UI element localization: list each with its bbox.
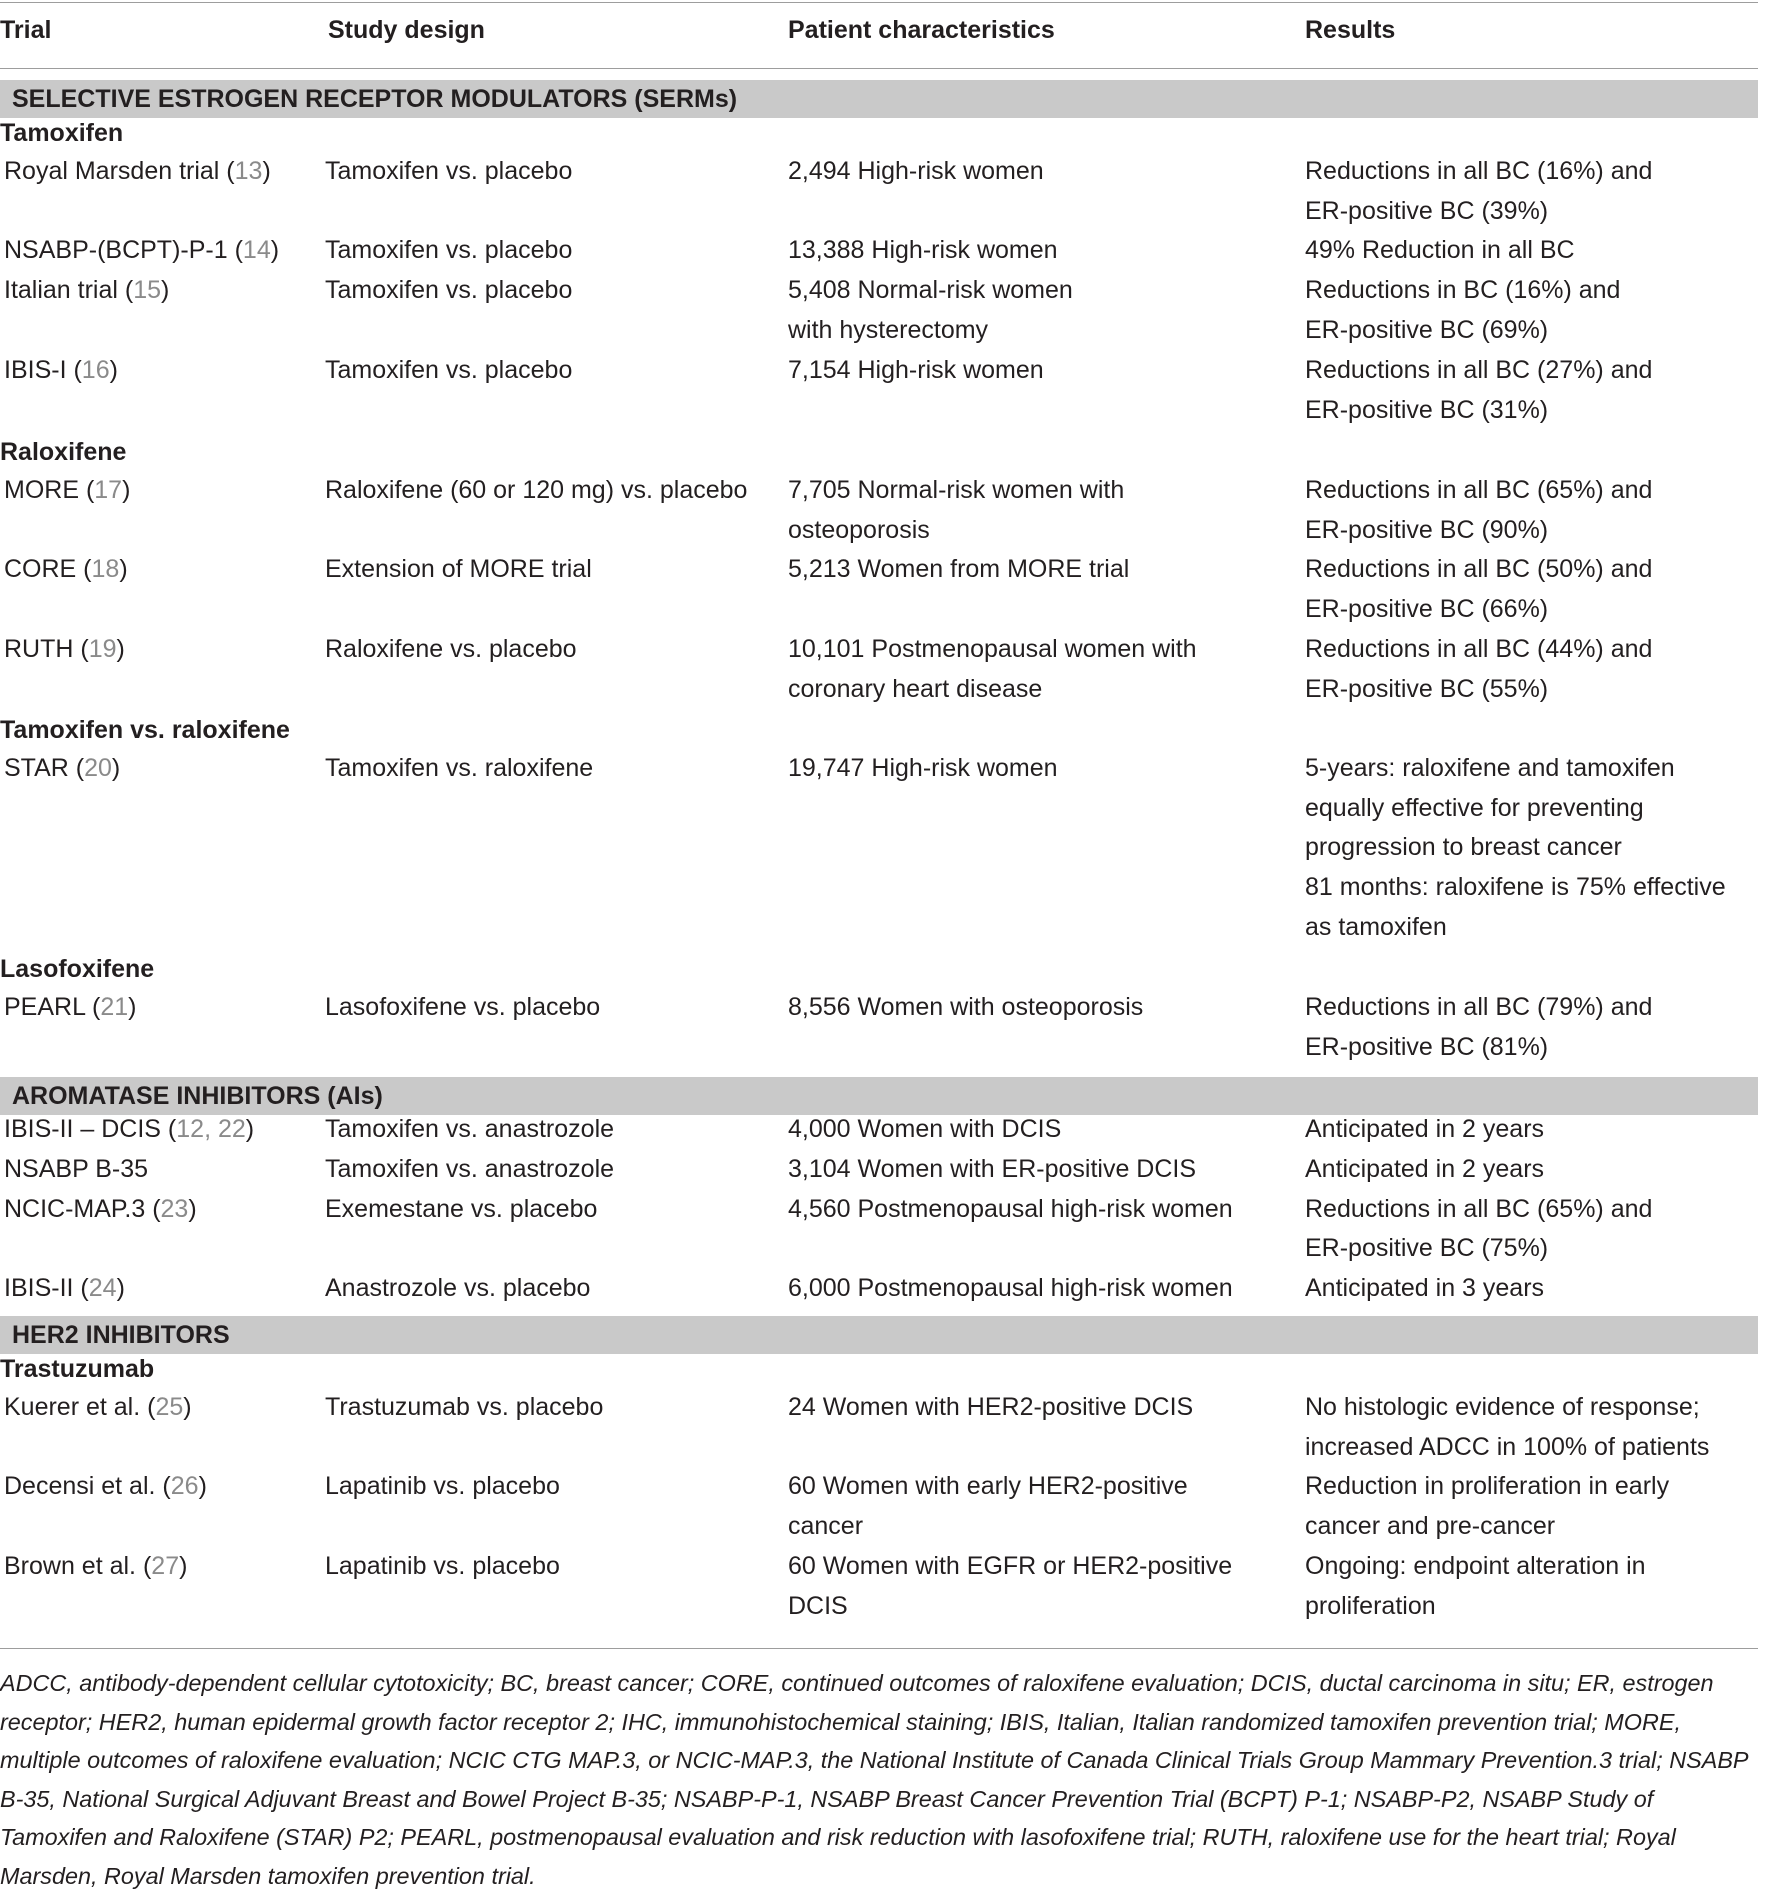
trial-name (4, 1387, 192, 1427)
study-design: Tamoxifen vs. raloxifene (325, 753, 594, 782)
ref-open: ( (136, 1552, 152, 1580)
study-design: Extension of MORE trial (325, 555, 592, 584)
study-design: Tamoxifen vs. placebo (325, 236, 573, 265)
study-design: Lasofoxifene vs. placebo (325, 992, 601, 1021)
study-design: Raloxifene (60 or 120 mg) vs. placebo (325, 475, 748, 504)
subgroup-label: Tamoxifen vs. raloxifene (0, 716, 290, 744)
patient-characteristics-line: 13,388 High-risk women (788, 236, 1058, 265)
header-trial: Trial (0, 16, 52, 44)
section-band (0, 80, 1758, 118)
trial-name (4, 748, 120, 788)
study-design: Lapatinib vs. placebo (325, 1472, 560, 1501)
header-rule (0, 68, 1758, 69)
study-design: Raloxifene vs. placebo (325, 635, 577, 663)
ref-open: ( (79, 475, 95, 504)
subgroup-label: Tamoxifen (0, 119, 124, 147)
subgroup-label: Raloxifene (0, 438, 127, 466)
results-line: Anticipated in 2 years (1305, 1115, 1545, 1143)
results-line: equally effective for preventing (1305, 793, 1644, 822)
ref-open: ( (117, 276, 134, 305)
reference-number[interactable]: 27 (151, 1552, 180, 1580)
ref-close: ) (119, 555, 128, 584)
results-line: as tamoxifen (1305, 913, 1447, 941)
reference-number[interactable]: 13 (234, 156, 263, 185)
trial-name-text: CORE (4, 555, 77, 584)
results-line: Reductions in all BC (44%) and (1305, 635, 1653, 663)
patient-characteristics-line: 24 Women with HER2-positive DCIS (788, 1392, 1194, 1421)
patient-characteristics-line: 3,104 Women with ER-positive DCIS (788, 1154, 1197, 1183)
patient-characteristics-line: cancer (788, 1512, 864, 1541)
reference-number[interactable]: 21 (100, 992, 129, 1021)
trial-name-text: PEARL (4, 992, 86, 1021)
trial-name (4, 270, 169, 310)
subgroup-label: Lasofoxifene (0, 955, 155, 983)
trial-name-text: NSABP-(BCPT)-P-1 (4, 236, 228, 265)
trial-name (4, 629, 125, 669)
ref-open: ( (145, 1194, 161, 1223)
patient-characteristics-line: 2,494 High-risk women (788, 156, 1044, 185)
reference-number[interactable]: 19 (88, 635, 117, 663)
results-line: ER-positive BC (75%) (1305, 1234, 1549, 1263)
reference-number[interactable]: 23 (160, 1194, 189, 1223)
trial-name-text: NCIC-MAP.3 (4, 1194, 146, 1223)
patient-characteristics-line: 5,408 Normal-risk women (788, 276, 1073, 305)
patient-characteristics-line: 7,154 High-risk women (788, 355, 1044, 384)
ref-close: ) (111, 753, 121, 782)
patient-characteristics-line: 8,556 Women with osteoporosis (788, 992, 1144, 1021)
ref-open: ( (155, 1472, 171, 1501)
results-line: Ongoing: endpoint alteration in (1305, 1552, 1646, 1580)
results-line: Reductions in all BC (79%) and (1305, 992, 1653, 1021)
trial-name-text: STAR (4, 753, 69, 782)
results-line: Reductions in all BC (27%) and (1305, 355, 1653, 384)
trial-name (4, 1189, 197, 1229)
patient-characteristics-line: 4,560 Postmenopausal high-risk women (788, 1194, 1233, 1223)
section-title: AROMATASE INHIBITORS (AIs) (12, 1082, 383, 1110)
trial-name (4, 1109, 254, 1149)
trial-name-text: Brown et al. (4, 1552, 137, 1580)
ref-open: ( (219, 156, 235, 185)
ref-close: ) (116, 1274, 125, 1303)
results-line: Reduction in proliferation in early (1305, 1472, 1670, 1501)
ref-open: ( (73, 1274, 89, 1303)
results-line: Reductions in all BC (50%) and (1305, 555, 1653, 584)
reference-number[interactable]: 25 (155, 1392, 184, 1421)
trial-name (4, 549, 128, 589)
trial-name (4, 350, 118, 390)
patient-characteristics-line: 7,705 Normal-risk women with (788, 475, 1125, 504)
trial-name (4, 1466, 207, 1506)
bottom-rule (0, 1648, 1758, 1649)
results-line: Anticipated in 2 years (1305, 1154, 1545, 1183)
ref-close: ) (116, 635, 125, 663)
ref-close: ) (128, 992, 137, 1021)
section-band (0, 1316, 1758, 1354)
trial-name-text: IBIS-II – DCIS (4, 1115, 161, 1143)
ref-close: ) (262, 156, 271, 185)
ref-close: ) (183, 1392, 192, 1421)
header-study-design: Study design (328, 16, 485, 44)
reference-number[interactable]: 12, 22 (176, 1115, 246, 1143)
trial-name-text: IBIS-I (4, 355, 67, 384)
study-design: Anastrozole vs. placebo (325, 1274, 591, 1303)
study-design: Lapatinib vs. placebo (325, 1552, 560, 1580)
reference-number[interactable]: 17 (94, 475, 123, 504)
ref-close: ) (122, 475, 131, 504)
trial-name-text: Royal Marsden trial (4, 156, 220, 185)
patient-characteristics-line: coronary heart disease (788, 674, 1043, 703)
reference-number[interactable]: 20 (84, 753, 112, 782)
trial-name (4, 1149, 148, 1189)
trial-name-text: RUTH (4, 635, 74, 663)
patient-characteristics-line: 19,747 High-risk women (788, 753, 1058, 782)
study-design: Tamoxifen vs. anastrozole (325, 1115, 615, 1143)
trial-name (4, 470, 130, 510)
results-line: ER-positive BC (55%) (1305, 674, 1549, 703)
study-design: Tamoxifen vs. placebo (325, 355, 573, 384)
ref-open: ( (227, 236, 243, 265)
trial-name (4, 1268, 125, 1308)
results-line: Reductions in all BC (65%) and (1305, 1194, 1653, 1223)
trial-name-text: Decensi et al. (4, 1472, 156, 1501)
results-line: Reductions in all BC (65%) and (1305, 475, 1653, 504)
reference-number[interactable]: 18 (91, 555, 120, 584)
ref-open: ( (160, 1115, 177, 1143)
ref-open: ( (85, 992, 101, 1021)
ref-open: ( (76, 555, 92, 584)
patient-characteristics-line: 5,213 Women from MORE trial (788, 555, 1130, 584)
ref-open: ( (73, 635, 89, 663)
results-line: Anticipated in 3 years (1305, 1274, 1545, 1303)
patient-characteristics-line: 60 Women with early HER2-positive (788, 1472, 1188, 1501)
ref-close: ) (188, 1194, 197, 1223)
patient-characteristics-line: osteoporosis (788, 515, 930, 544)
study-design: Tamoxifen vs. placebo (325, 276, 573, 305)
trial-name-text: Kuerer et al. (4, 1392, 141, 1421)
patient-characteristics-line: 10,101 Postmenopausal women with (788, 635, 1197, 663)
study-design: Trastuzumab vs. placebo (325, 1392, 604, 1421)
trial-name (4, 230, 279, 270)
ref-close: ) (161, 276, 170, 305)
results-line: ER-positive BC (90%) (1305, 515, 1549, 544)
header-patient-characteristics: Patient characteristics (788, 16, 1055, 44)
results-line: ER-positive BC (39%) (1305, 196, 1549, 225)
trial-name-text: Italian trial (4, 276, 118, 305)
results-line: Reductions in BC (16%) and (1305, 276, 1621, 305)
reference-number[interactable]: 15 (133, 276, 162, 305)
results-line: 81 months: raloxifene is 75% effective (1305, 873, 1726, 902)
results-line: 5-years: raloxifene and tamoxifen (1305, 753, 1675, 782)
ref-close: ) (109, 355, 118, 384)
trial-name (4, 987, 136, 1027)
results-line: ER-positive BC (31%) (1305, 395, 1549, 424)
study-design: Tamoxifen vs. anastrozole (325, 1154, 615, 1183)
subgroup-label: Trastuzumab (0, 1355, 155, 1383)
patient-characteristics-line: 4,000 Women with DCIS (788, 1115, 1062, 1143)
ref-open: ( (66, 355, 82, 384)
ref-open: ( (140, 1392, 156, 1421)
trial-name (4, 151, 271, 191)
reference-number[interactable]: 14 (242, 236, 271, 265)
trial-name (4, 1546, 187, 1586)
reference-number[interactable]: 24 (88, 1274, 117, 1303)
results-line: 49% Reduction in all BC (1305, 236, 1575, 265)
patient-characteristics-line: 60 Women with EGFR or HER2-positive (788, 1552, 1233, 1580)
ref-open: ( (68, 753, 85, 782)
results-line: increased ADCC in 100% of patients (1305, 1432, 1710, 1461)
results-line: ER-positive BC (69%) (1305, 316, 1549, 344)
trial-name-text: NSABP B-35 (4, 1154, 149, 1183)
trial-name-text: MORE (4, 475, 79, 504)
ref-close: ) (245, 1115, 255, 1143)
study-design: Tamoxifen vs. placebo (325, 156, 573, 185)
patient-characteristics-line: DCIS (788, 1591, 848, 1620)
study-design: Exemestane vs. placebo (325, 1194, 598, 1223)
header-results: Results (1305, 16, 1396, 44)
results-line: ER-positive BC (66%) (1305, 595, 1549, 624)
patient-characteristics-line: 6,000 Postmenopausal high-risk women (788, 1274, 1233, 1303)
results-line: Reductions in all BC (16%) and (1305, 156, 1653, 185)
ref-close: ) (198, 1472, 207, 1501)
section-title: HER2 INHIBITORS (12, 1321, 230, 1349)
results-line: progression to breast cancer (1305, 833, 1622, 862)
results-line: cancer and pre-cancer (1305, 1512, 1556, 1541)
reference-number[interactable]: 16 (81, 355, 110, 384)
reference-number[interactable]: 26 (170, 1472, 199, 1501)
ref-close: ) (270, 236, 280, 265)
section-title: SELECTIVE ESTROGEN RECEPTOR MODULATORS (SERMs) (12, 85, 738, 113)
trial-name-text: IBIS-II (4, 1274, 74, 1303)
results-line: ER-positive BC (81%) (1305, 1032, 1549, 1061)
ref-close: ) (179, 1552, 188, 1580)
table-footnote: ADCC, antibody-dependent cellular cytotoxicity; BC, breast cancer; CORE, continued outcomes of raloxifene evaluation; DCIS, ductal carcinoma in situ; ER, estrogen receptor; HER2, human epidermal growth factor receptor 2; IHC, immunohistochemical staining; IBIS, Italian, Italian randomized tamoxifen prevention trial; MORE, multiple outcomes of raloxifene evaluation; NCIC CTG MAP.3, or NCIC-MAP.3, the National Institute of Canada Clinical Trials Group Mammary Prevention.3 trial; NSABP B-35, National Surgical Adjuvant Breast and Bowel Project B-35; NSABP-P-1, NSABP Breast Cancer Prevention Trial (BCPT) P-1; NSABP-P2, NSABP Study of Tamoxifen and Raloxifene (STAR) P2; PEARL, postmenopausal evaluation and risk reduction with lasofoxifene trial; RUTH, raloxifene use for the heart trial; Royal Marsden, Royal Marsden tamoxifen prevention trial. (0, 1670, 1748, 1889)
results-line: No histologic evidence of response; (1305, 1392, 1700, 1421)
patient-characteristics-line: with hysterectomy (788, 316, 989, 344)
top-rule (0, 2, 1758, 3)
results-line: proliferation (1305, 1591, 1436, 1620)
